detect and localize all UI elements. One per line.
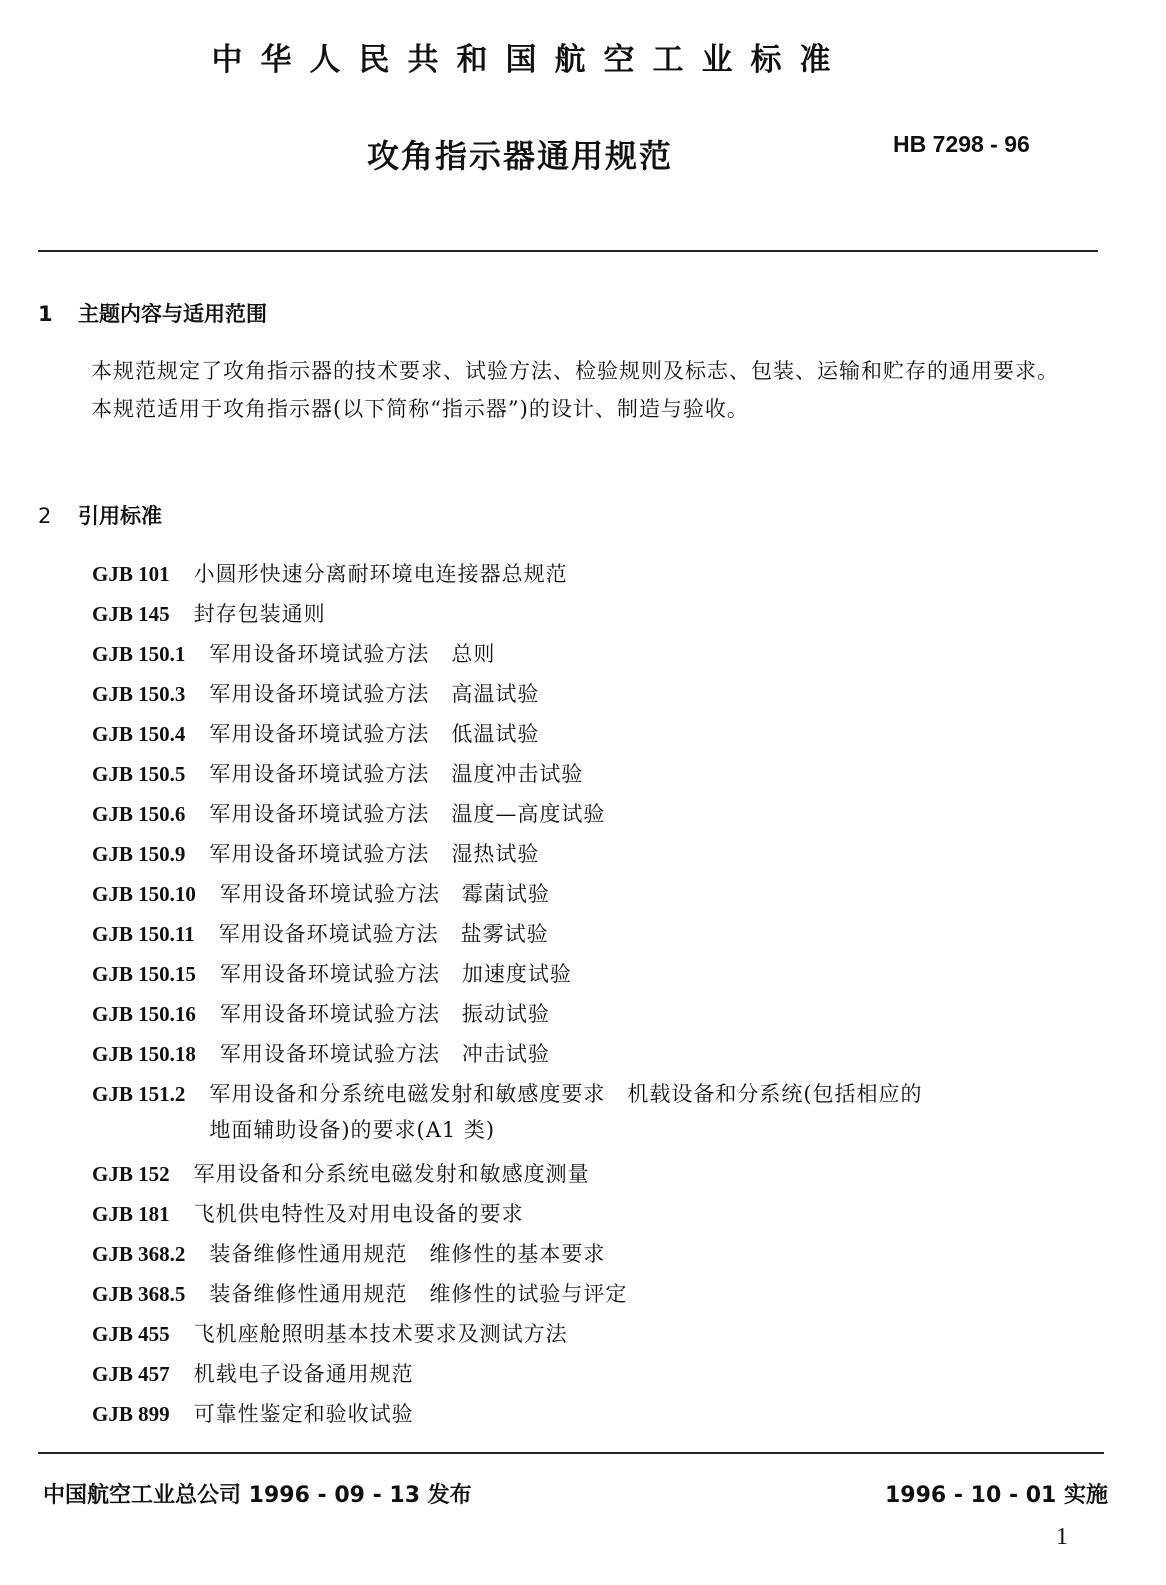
reference-title: 军用设备环境试验方法 总则 xyxy=(209,642,496,666)
org-title: 中华人民共和国航空工业标准 xyxy=(211,42,849,78)
reference-title: 军用设备环境试验方法 霉菌试验 xyxy=(219,882,550,906)
section-1-body xyxy=(38,352,1100,428)
section-1-paragraph: 本规范规定了攻角指示器的技术要求、试验方法、检验规则及标志、包装、运输和贮存的通用要求。 xyxy=(91,359,1059,383)
reference-item xyxy=(92,1276,1102,1316)
reference-title: 军用设备环境试验方法 温度—高度试验 xyxy=(209,802,606,826)
reference-code: GJB 150.18 xyxy=(92,1042,196,1066)
reference-code: GJB 152 xyxy=(92,1162,170,1186)
reference-title: 可靠性鉴定和验收试验 xyxy=(193,1402,414,1426)
top-divider xyxy=(38,250,1098,252)
reference-code: GJB 150.4 xyxy=(92,722,186,746)
reference-code: GJB 368.5 xyxy=(92,1282,186,1306)
reference-code: GJB 151.2 xyxy=(92,1082,186,1106)
section-1-paragraph: 本规范适用于攻角指示器(以下简称“指示器”)的设计、制造与验收。 xyxy=(91,397,749,421)
reference-item xyxy=(92,1396,1102,1436)
reference-item xyxy=(92,996,1102,1036)
reference-item xyxy=(92,796,1102,836)
reference-item xyxy=(92,716,1102,756)
reference-title: 机载电子设备通用规范 xyxy=(193,1362,414,1386)
reference-title: 军用设备环境试验方法 冲击试验 xyxy=(219,1042,550,1066)
reference-code: GJB 101 xyxy=(92,562,170,586)
reference-code: GJB 455 xyxy=(92,1322,170,1346)
reference-title: 军用设备和分系统电磁发射和敏感度要求 机载设备和分系统(包括相应的 xyxy=(209,1082,923,1106)
reference-title: 军用设备环境试验方法 加速度试验 xyxy=(219,962,572,986)
reference-title-continuation: 地面辅助设备)的要求(A1 类) xyxy=(209,1118,496,1142)
reference-title: 小圆形快速分离耐环境电连接器总规范 xyxy=(193,562,568,586)
reference-title: 军用设备环境试验方法 盐雾试验 xyxy=(218,922,549,946)
reference-item xyxy=(92,1196,1102,1236)
reference-title: 军用设备环境试验方法 振动试验 xyxy=(219,1002,550,1026)
reference-item xyxy=(92,956,1102,996)
effective-date: 1996 - 10 - 01 实施 xyxy=(885,1483,1109,1508)
reference-code: GJB 150.15 xyxy=(92,962,196,986)
reference-code: GJB 181 xyxy=(92,1202,170,1226)
doc-title: 攻角指示器通用规范 xyxy=(366,137,673,175)
section-1-title: 主题内容与适用范围 xyxy=(78,302,267,326)
reference-code: GJB 368.2 xyxy=(92,1242,186,1266)
reference-code: GJB 150.9 xyxy=(92,842,186,866)
reference-title: 军用设备环境试验方法 温度冲击试验 xyxy=(209,762,584,786)
reference-code: GJB 899 xyxy=(92,1402,170,1426)
reference-title: 飞机座舱照明基本技术要求及测试方法 xyxy=(193,1322,568,1346)
reference-code: GJB 150.1 xyxy=(92,642,186,666)
reference-title-block xyxy=(209,1076,1102,1148)
reference-code: GJB 457 xyxy=(92,1362,170,1386)
reference-code: GJB 145 xyxy=(92,602,170,626)
reference-title: 军用设备和分系统电磁发射和敏感度测量 xyxy=(193,1162,590,1186)
reference-code: GJB 150.3 xyxy=(92,682,186,706)
standard-number: HB 7298 - 96 xyxy=(893,131,1030,157)
reference-title: 飞机供电特性及对用电设备的要求 xyxy=(193,1202,524,1226)
section-2-title: 引用标准 xyxy=(78,504,162,528)
reference-item xyxy=(92,636,1102,676)
reference-item xyxy=(92,556,1102,596)
page-number: 1 xyxy=(1056,1524,1068,1550)
section-2-heading xyxy=(38,500,162,530)
reference-item xyxy=(92,836,1102,876)
reference-code: GJB 150.6 xyxy=(92,802,186,826)
reference-code: GJB 150.16 xyxy=(92,1002,196,1026)
reference-title: 封存包装通则 xyxy=(193,602,326,626)
reference-item xyxy=(92,916,1102,956)
reference-title: 军用设备环境试验方法 低温试验 xyxy=(209,722,540,746)
reference-item xyxy=(92,1236,1102,1276)
reference-title: 装备维修性通用规范 维修性的试验与评定 xyxy=(209,1282,628,1306)
reference-list xyxy=(92,556,1102,1436)
bottom-divider xyxy=(38,1452,1104,1454)
reference-code: GJB 150.10 xyxy=(92,882,196,906)
reference-title: 军用设备环境试验方法 高温试验 xyxy=(209,682,540,706)
reference-item xyxy=(92,596,1102,636)
section-1-number: 1 xyxy=(38,302,53,326)
reference-item xyxy=(92,676,1102,716)
issue-date: 中国航空工业总公司 1996 - 09 - 13 发布 xyxy=(43,1483,472,1508)
section-1-heading xyxy=(38,298,267,328)
reference-title: 军用设备环境试验方法 湿热试验 xyxy=(209,842,540,866)
reference-item xyxy=(92,1036,1102,1076)
reference-item xyxy=(92,1156,1102,1196)
reference-code: GJB 150.5 xyxy=(92,762,186,786)
reference-item xyxy=(92,1076,1102,1156)
reference-item xyxy=(92,1316,1102,1356)
reference-code: GJB 150.11 xyxy=(92,922,195,946)
reference-title: 装备维修性通用规范 维修性的基本要求 xyxy=(209,1242,606,1266)
reference-item xyxy=(92,756,1102,796)
reference-item xyxy=(92,876,1102,916)
reference-item xyxy=(92,1356,1102,1396)
section-2-number: 2 xyxy=(38,504,52,528)
